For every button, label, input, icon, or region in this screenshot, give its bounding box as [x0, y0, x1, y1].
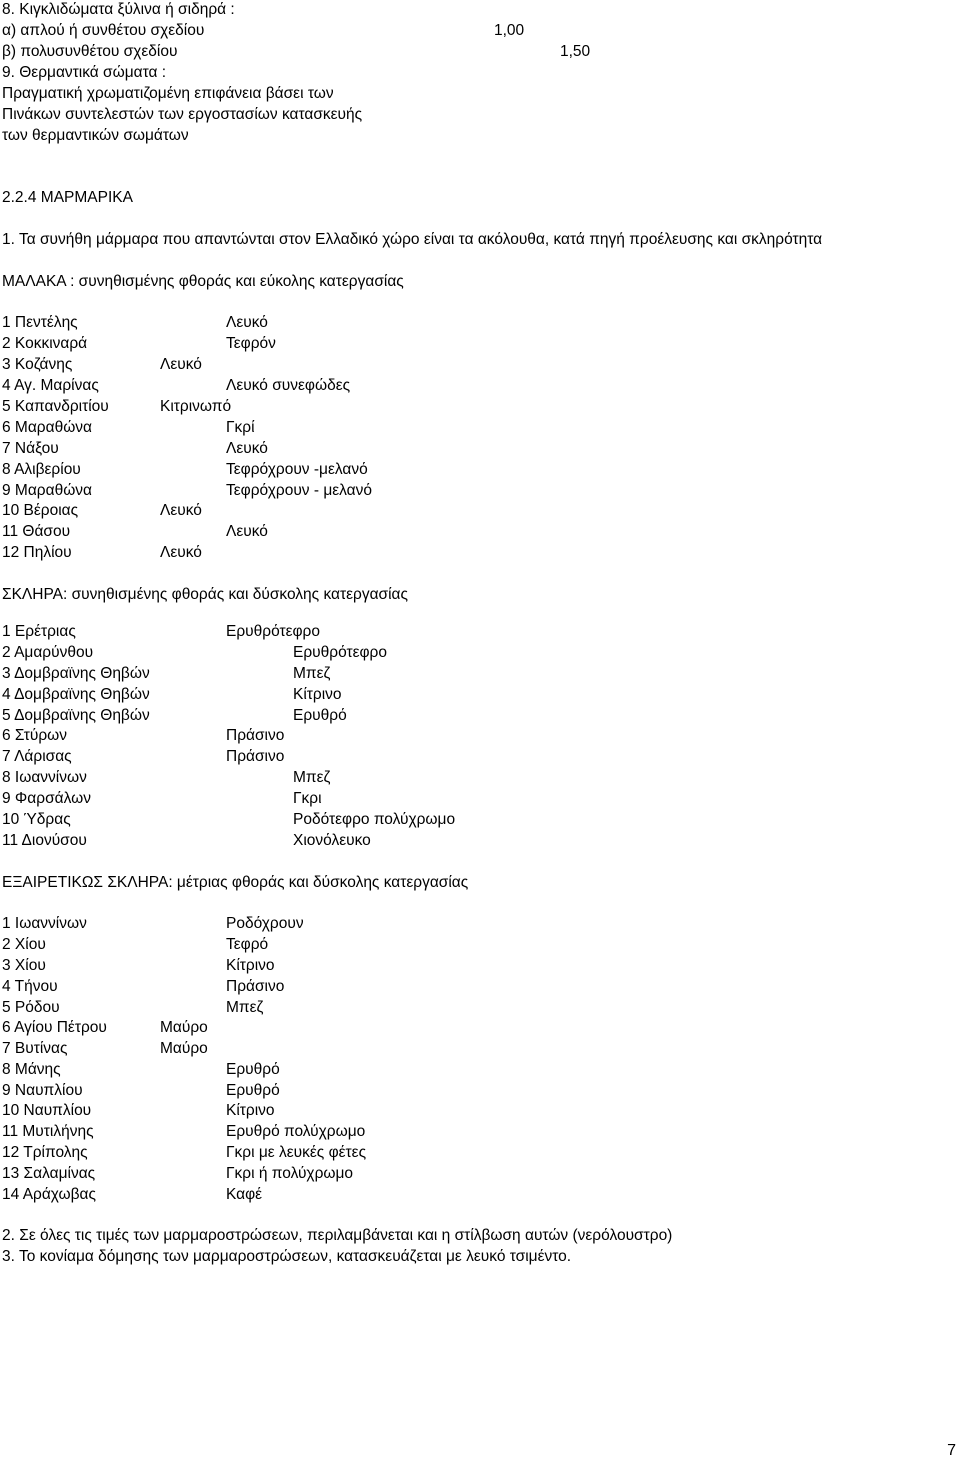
item8-b-label: β) πολυσυνθέτου σχεδίου — [2, 43, 178, 60]
hard-color: Πράσινο — [226, 727, 285, 744]
extra-name: 5 Ρόδου — [2, 999, 60, 1016]
extra-name: 2 Χίου — [2, 936, 46, 953]
item8-title: 8. Κιγκλιδώματα ξύλινα ή σιδηρά : — [2, 1, 235, 18]
hard-color: Ερυθρότεφρο — [293, 644, 387, 661]
hard-name: 9 Φαρσάλων — [2, 790, 91, 807]
hard-name: 4 Δομβραϊνης Θηβών — [2, 686, 150, 703]
extra-color: Πράσινο — [226, 978, 285, 995]
hard-name: 6 Στύρων — [2, 727, 68, 744]
extra-name: 13 Σαλαμίνας — [2, 1165, 96, 1182]
extra-color: Ερυθρό — [226, 1082, 280, 1099]
soft-color: Λευκό — [226, 523, 268, 540]
extra-color: Τεφρό — [226, 936, 269, 953]
item9-line3: των θερμαντικών σωμάτων — [2, 127, 189, 144]
soft-name: 3 Κοζάνης — [2, 356, 73, 373]
extra-name: 8 Μάνης — [2, 1061, 61, 1078]
extra-name: 3 Χίου — [2, 957, 46, 974]
soft-color: Τεφρόν — [226, 335, 276, 352]
soft-color: Λευκό — [226, 314, 268, 331]
soft-color: Τεφρόχρουν - μελανό — [226, 482, 373, 499]
hard-name: 7 Λάρισας — [2, 748, 72, 765]
section-point1: 1. Τα συνήθη μάρμαρα που απαντώνται στον Ελλαδικό χώρο είναι τα ακόλουθα, κατά πηγή προέλευσης και σκληρότητα — [2, 231, 823, 248]
soft-color: Λευκό — [160, 502, 202, 519]
item8-a-label: α) απλού ή συνθέτου σχεδίου — [2, 22, 205, 39]
soft-color: Τεφρόχρουν -μελανό — [226, 461, 368, 478]
hard-name: 11 Διονύσου — [2, 832, 87, 849]
extra-name: 14 Αράχωβας — [2, 1186, 96, 1203]
soft-color: Κιτρινωπό — [160, 398, 232, 415]
soft-name: 12 Πηλίου — [2, 544, 72, 561]
extra-name: 1 Ιωαννίνων — [2, 915, 87, 932]
soft-color: Γκρί — [226, 419, 255, 436]
hard-name: 1 Ερέτριας — [2, 623, 76, 640]
item9-line2: Πινάκων συντελεστών των εργοστασίων κατασκευής — [2, 106, 363, 123]
extra-name: 11 Μυτιλήνης — [2, 1123, 94, 1140]
soft-name: 10 Βέροιας — [2, 502, 79, 519]
extra-color: Κίτρινο — [226, 1102, 275, 1119]
hard-color: Γκρι — [293, 790, 322, 807]
hard-color: Μπεζ — [293, 769, 331, 786]
extra-name: 4 Τήνου — [2, 978, 58, 995]
hard-name: 5 Δομβραϊνης Θηβών — [2, 707, 150, 724]
soft-color: Λευκό συνεφώδες — [226, 377, 351, 394]
hard-color: Ροδότεφρο πολύχρωμο — [293, 811, 456, 828]
extra-color: Μαύρο — [160, 1019, 208, 1036]
hard-color: Χιονόλευκο — [293, 832, 371, 849]
extra-color: Κίτρινο — [226, 957, 275, 974]
extra-name: 12 Τρίπολης — [2, 1144, 88, 1161]
soft-name: 1 Πεντέλης — [2, 314, 78, 331]
hard-color: Ερυθρότεφρο — [226, 623, 320, 640]
extra-name: 6 Αγίου Πέτρου — [2, 1019, 107, 1036]
item8-a-value: 1,00 — [494, 22, 525, 39]
extra-color: Γκρι με λευκές φέτες — [226, 1144, 367, 1161]
extra-color: Μπεζ — [226, 999, 264, 1016]
soft-name: 2 Κοκκιναρά — [2, 335, 88, 352]
hard-color: Ερυθρό — [293, 707, 347, 724]
soft-color: Λευκό — [160, 356, 202, 373]
note-2: 2. Σε όλες τις τιμές των μαρμαροστρώσεων, περιλαμβάνεται και η στίλβωση αυτών (νερόλουστρο) — [2, 1227, 673, 1244]
soft-color: Λευκό — [160, 544, 202, 561]
extra-name: 9 Ναυπλίου — [2, 1082, 83, 1099]
soft-name: 11 Θάσου — [2, 523, 71, 540]
extra-heading: ΕΞΑΙΡΕΤΙΚΩΣ ΣΚΛΗΡΑ: μέτριας φθοράς και δύσκολης κατεργασίας — [2, 874, 469, 891]
page-number: 7 — [947, 1442, 956, 1459]
hard-color: Κίτρινο — [293, 686, 342, 703]
extra-color: Ερυθρό πολύχρωμο — [226, 1123, 366, 1140]
soft-name: 8 Αλιβερίου — [2, 461, 81, 478]
note-3: 3. Το κονίαμα δόμησης των μαρμαροστρώσεων, κατασκευάζεται με λευκό τσιμέντο. — [2, 1248, 572, 1265]
extra-name: 10 Ναυπλίου — [2, 1102, 92, 1119]
item9-line1: Πραγματική χρωματιζομένη επιφάνεια βάσει των — [2, 85, 334, 102]
hard-name: 2 Αμαρύνθου — [2, 644, 94, 661]
extra-color: Γκρι ή πολύχρωμο — [226, 1165, 354, 1182]
hard-name: 10 Ύδρας — [2, 811, 71, 828]
hard-name: 3 Δομβραϊνης Θηβών — [2, 665, 150, 682]
extra-color: Καφέ — [226, 1186, 263, 1203]
item8-b-value: 1,50 — [560, 43, 591, 60]
soft-name: 6 Μαραθώνα — [2, 419, 93, 436]
section-heading: 2.2.4 ΜΑΡΜΑΡΙΚΑ — [2, 189, 133, 206]
item9-title: 9. Θερμαντικά σώματα : — [2, 64, 167, 81]
hard-heading: ΣΚΛΗΡΑ: συνηθισμένης φθοράς και δύσκολης κατεργασίας — [2, 586, 408, 603]
soft-color: Λευκό — [226, 440, 268, 457]
hard-name: 8 Ιωαννίνων — [2, 769, 87, 786]
soft-name: 4 Αγ. Μαρίνας — [2, 377, 99, 394]
hard-color: Μπεζ — [293, 665, 331, 682]
extra-name: 7 Βυτίνας — [2, 1040, 68, 1057]
extra-color: Ροδόχρουν — [226, 915, 304, 932]
soft-name: 7 Νάξου — [2, 440, 59, 457]
hard-color: Πράσινο — [226, 748, 285, 765]
extra-color: Μαύρο — [160, 1040, 208, 1057]
soft-heading: ΜΑΛΑΚΑ : συνηθισμένης φθοράς και εύκολης κατεργασίας — [2, 273, 404, 290]
extra-color: Ερυθρό — [226, 1061, 280, 1078]
soft-name: 5 Καπανδριτίου — [2, 398, 109, 415]
soft-name: 9 Μαραθώνα — [2, 482, 93, 499]
